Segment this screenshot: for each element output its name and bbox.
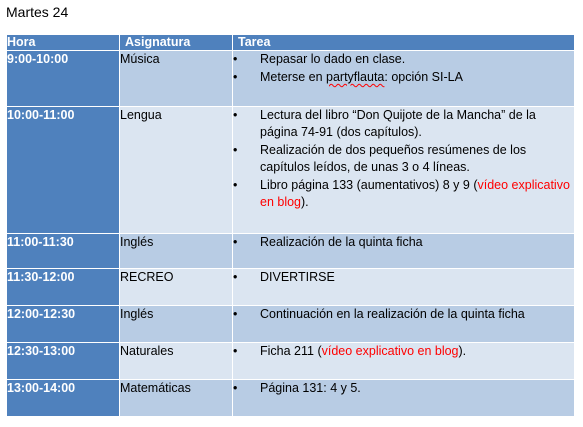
subject-cell: Matemáticas: [120, 380, 233, 417]
task-text: Ficha 211 (: [260, 344, 322, 358]
task-text: Lectura del libro “Don Quijote de la Mancha” de la página 74-91 (dos capítulos).: [260, 108, 536, 139]
task-list: [233, 343, 574, 360]
task-text: Realización de la quinta ficha: [260, 235, 423, 249]
task-text: Página 131: 4 y 5.: [260, 381, 361, 395]
task-list: [233, 51, 574, 86]
bullet-icon: •: [233, 381, 238, 395]
task-text: ).: [301, 195, 309, 209]
task-cell: [233, 51, 575, 107]
table-row: [7, 51, 575, 107]
task-list: [233, 380, 574, 397]
time-cell: 12:00-12:30: [7, 306, 120, 343]
task-item: [233, 380, 574, 397]
bullet-icon: •: [233, 307, 238, 321]
task-cell: [233, 306, 575, 343]
task-text: Continuación en la realización de la quinta ficha: [260, 307, 525, 321]
schedule-table: [6, 34, 575, 417]
video-link-text[interactable]: vídeo explicativo en blog: [321, 344, 459, 358]
task-cell: [233, 380, 575, 417]
table-row: [7, 107, 575, 234]
task-text: Libro página 133 (aumentativos) 8 y 9 (: [260, 178, 478, 192]
bullet-icon: •: [233, 235, 238, 249]
table-body: [7, 51, 575, 417]
header-task: Tarea: [233, 35, 575, 51]
spellcheck-word: partyflauta: [326, 70, 385, 84]
time-cell: 11:30-12:00: [7, 269, 120, 306]
task-item: [233, 177, 574, 211]
subject-cell: Naturales: [120, 343, 233, 380]
subject-cell: Inglés: [120, 306, 233, 343]
subject-cell: Lengua: [120, 107, 233, 234]
task-text: DIVERTIRSE: [260, 270, 335, 284]
task-cell: [233, 269, 575, 306]
task-item: [233, 234, 574, 251]
bullet-icon: •: [233, 108, 238, 122]
table-row: [7, 234, 575, 269]
task-list: [233, 234, 574, 251]
time-cell: 13:00-14:00: [7, 380, 120, 417]
task-text: Meterse en: [260, 70, 327, 84]
header-time: Hora: [7, 35, 120, 51]
bullet-icon: •: [233, 270, 238, 284]
task-list: [233, 107, 574, 211]
task-item: [233, 51, 574, 68]
table-header-row: [7, 35, 575, 51]
time-cell: 12:30-13:00: [7, 343, 120, 380]
header-subject: Asignatura: [120, 35, 233, 51]
task-item: [233, 142, 574, 176]
task-text: : opción SI-LA: [384, 70, 463, 84]
task-text: ).: [458, 344, 467, 358]
subject-cell: Inglés: [120, 234, 233, 269]
subject-cell: Música: [120, 51, 233, 107]
table-row: [7, 306, 575, 343]
task-text: Repasar lo dado en clase.: [260, 52, 406, 66]
task-list: [233, 306, 574, 323]
time-cell: 10:00-11:00: [7, 107, 120, 234]
task-item: [233, 343, 574, 360]
bullet-icon: •: [233, 52, 238, 66]
subject-cell: RECREO: [120, 269, 233, 306]
task-cell: [233, 107, 575, 234]
task-item: [233, 69, 574, 86]
time-cell: 9:00-10:00: [7, 51, 120, 107]
bullet-icon: •: [233, 178, 238, 192]
video-link-text[interactable]: vídeo explicativo en blog: [260, 178, 570, 209]
task-item: [233, 269, 574, 286]
bullet-icon: •: [233, 70, 238, 84]
table-row: [7, 380, 575, 417]
table-row: [7, 269, 575, 306]
task-list: [233, 269, 574, 286]
task-text: Realización de dos pequeños resúmenes de los capítulos leídos, de unas 3 o 4 líneas.: [260, 143, 527, 174]
task-item: [233, 107, 574, 141]
time-cell: 11:00-11:30: [7, 234, 120, 269]
task-item: [233, 306, 574, 323]
page-title: Martes 24: [6, 4, 69, 20]
table-row: [7, 343, 575, 380]
task-cell: [233, 234, 575, 269]
bullet-icon: •: [233, 143, 238, 157]
task-cell: [233, 343, 575, 380]
bullet-icon: •: [233, 344, 238, 358]
